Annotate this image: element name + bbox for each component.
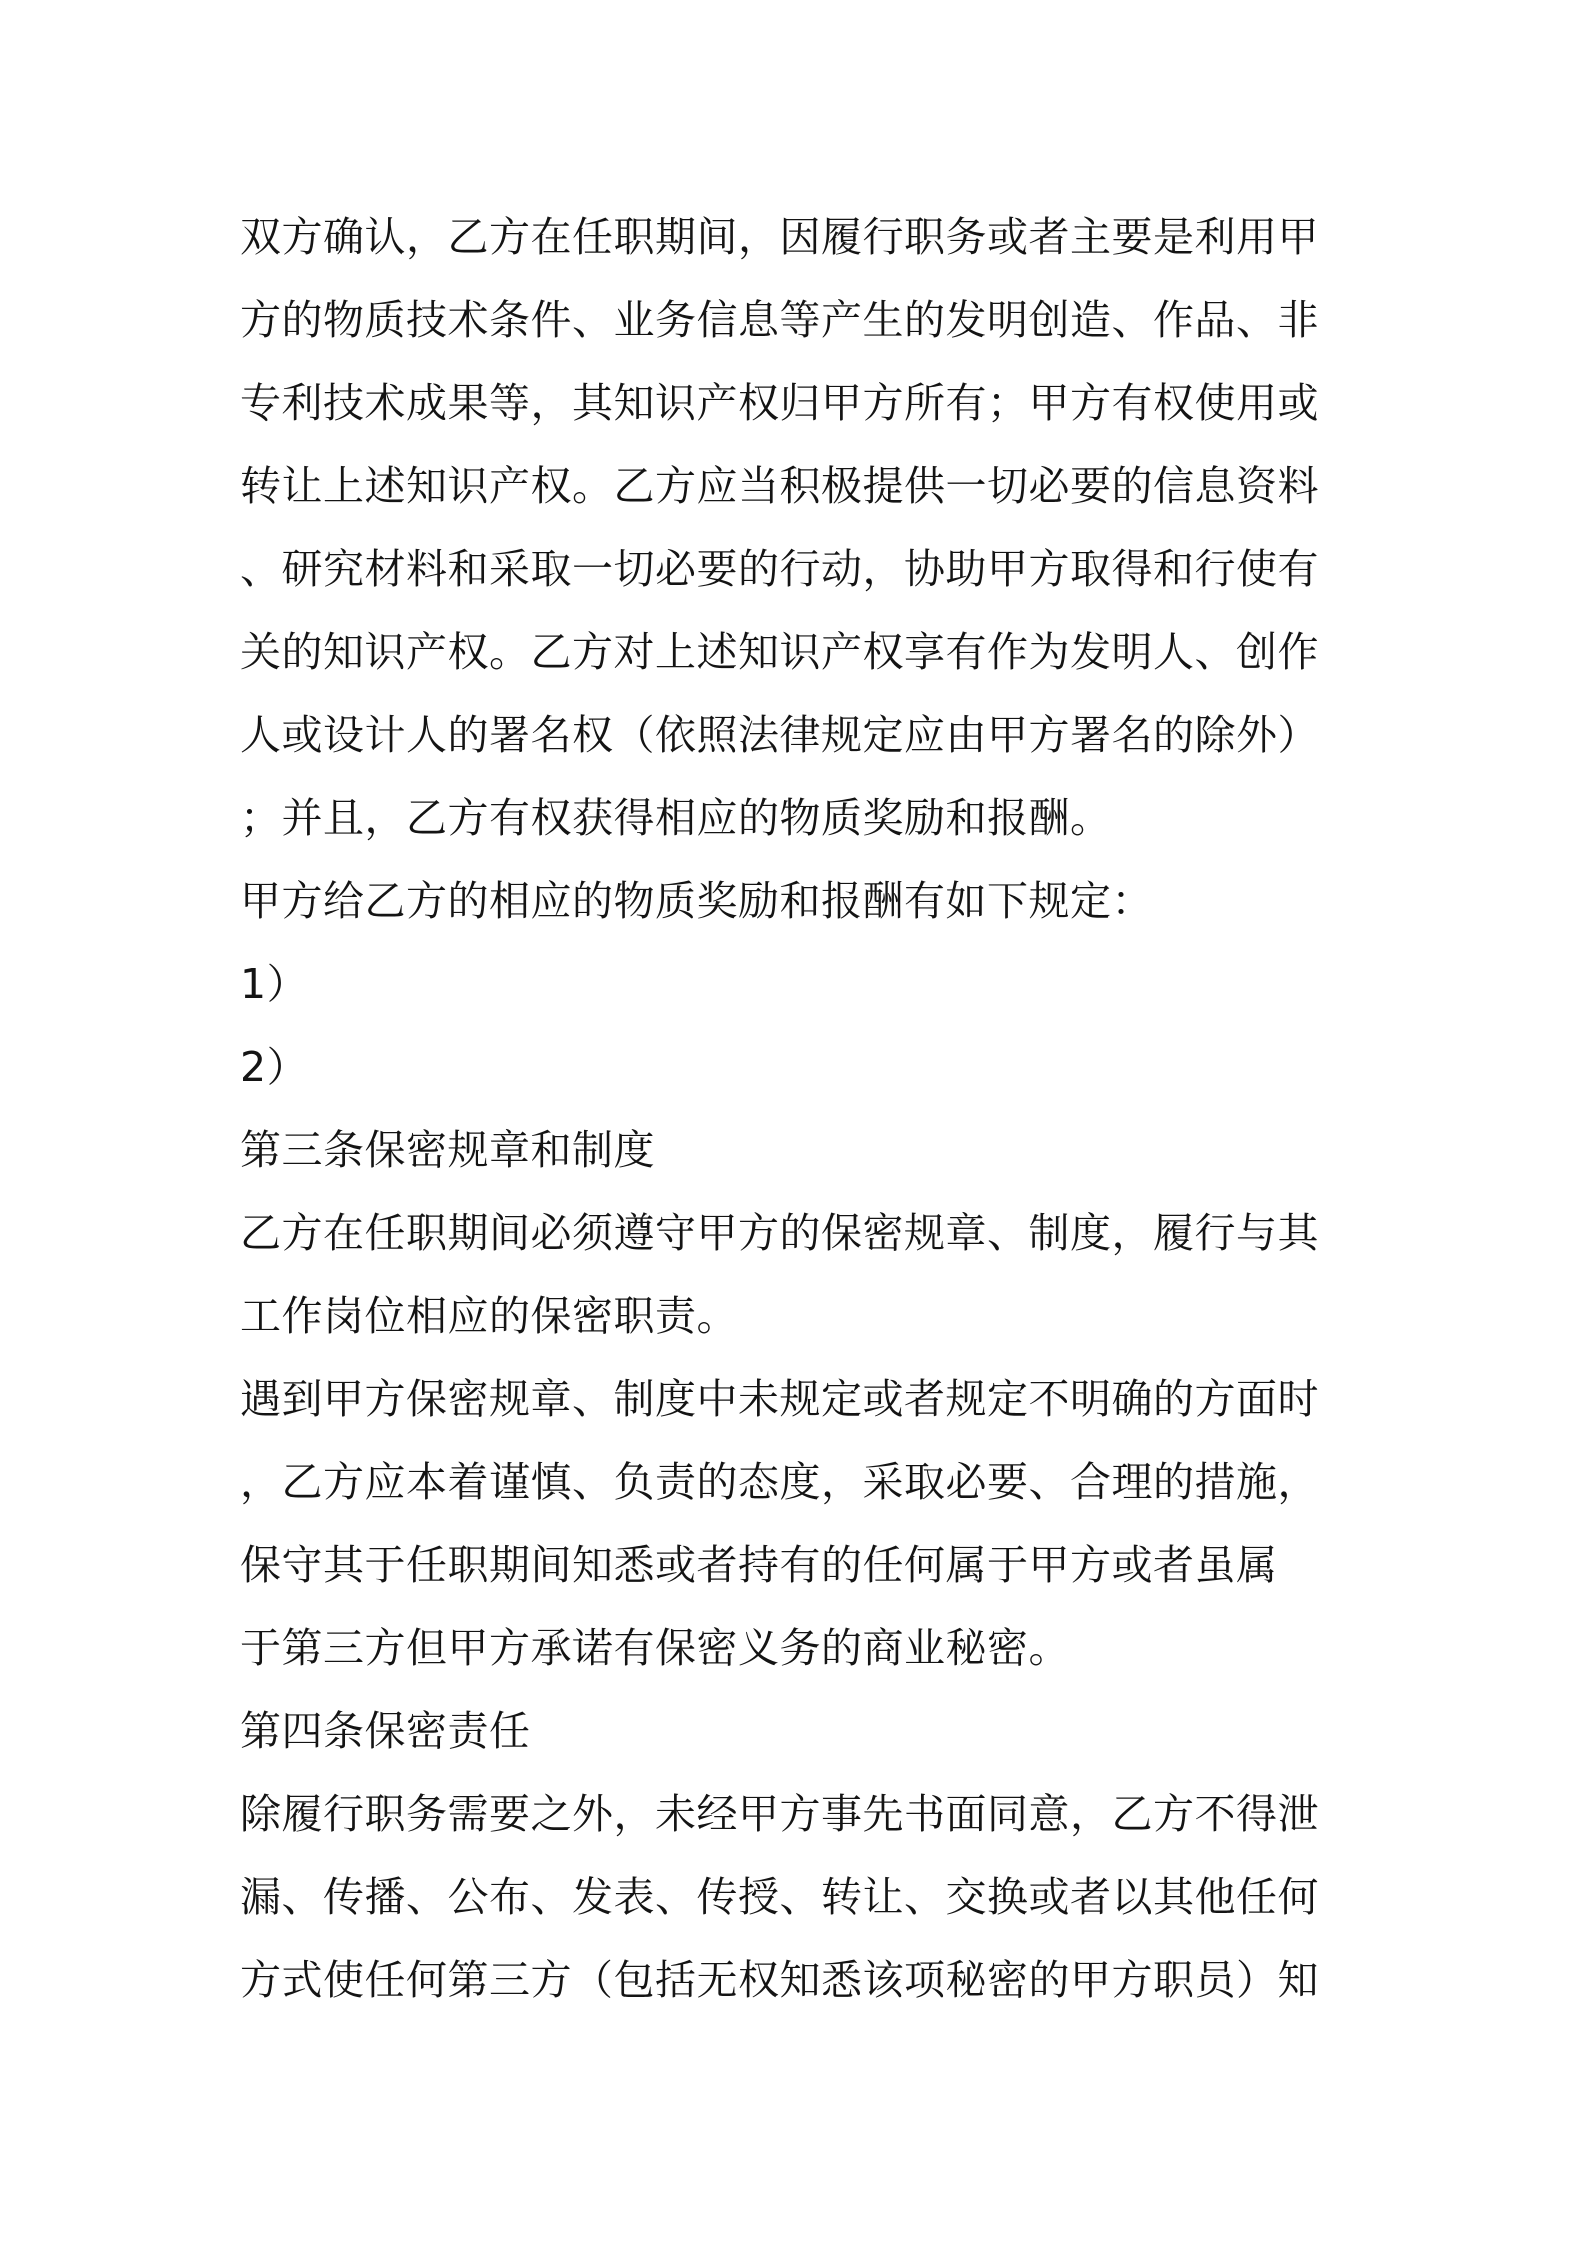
text-line: 、研究材料和采取一切必要的行动，协助甲方取得和行使有: [240, 545, 1319, 593]
text-line: 于第三方但甲方承诺有保密义务的商业秘密。: [240, 1624, 1070, 1672]
text-line: 方式使任何第三方（包括无权知悉该项秘密的甲方职员）知: [240, 1956, 1319, 2004]
text-line: 甲方给乙方的相应的物质奖励和报酬有如下规定：: [240, 877, 1153, 925]
text-line: 工作岗位相应的保密职责。: [240, 1292, 738, 1340]
list-item-2: 2）: [240, 1043, 309, 1091]
section-heading-article-4: 第四条保密责任: [240, 1707, 531, 1755]
text-line: 专利技术成果等，其知识产权归甲方所有；甲方有权使用或: [240, 379, 1319, 427]
document-page: [240, 196, 1360, 2022]
text-line: 除履行职务需要之外，未经甲方事先书面同意，乙方不得泄: [240, 1790, 1319, 1838]
text-line: 人或设计人的署名权（依照法律规定应由甲方署名的除外）: [240, 711, 1319, 759]
list-item-1: 1）: [240, 960, 309, 1008]
text-line: 遇到甲方保密规章、制度中未规定或者规定不明确的方面时: [240, 1375, 1319, 1423]
section-heading-article-3: 第三条保密规章和制度: [240, 1126, 655, 1174]
text-line: 保守其于任职期间知悉或者持有的任何属于甲方或者虽属: [240, 1541, 1278, 1589]
text-line: 转让上述知识产权。乙方应当积极提供一切必要的信息资料: [240, 462, 1319, 510]
text-line: 乙方在任职期间必须遵守甲方的保密规章、制度，履行与其: [240, 1209, 1319, 1257]
text-line: 关的知识产权。乙方对上述知识产权享有作为发明人、创作: [240, 628, 1319, 676]
text-line: ；并且，乙方有权获得相应的物质奖励和报酬。: [240, 794, 1112, 842]
text-line: 漏、传播、公布、发表、传授、转让、交换或者以其他任何: [240, 1873, 1319, 1921]
text-line: 双方确认，乙方在任职期间，因履行职务或者主要是利用甲: [240, 213, 1319, 261]
text-line: 方的物质技术条件、业务信息等产生的发明创造、作品、非: [240, 296, 1319, 344]
text-line: ，乙方应本着谨慎、负责的态度，采取必要、合理的措施，: [240, 1458, 1319, 1506]
